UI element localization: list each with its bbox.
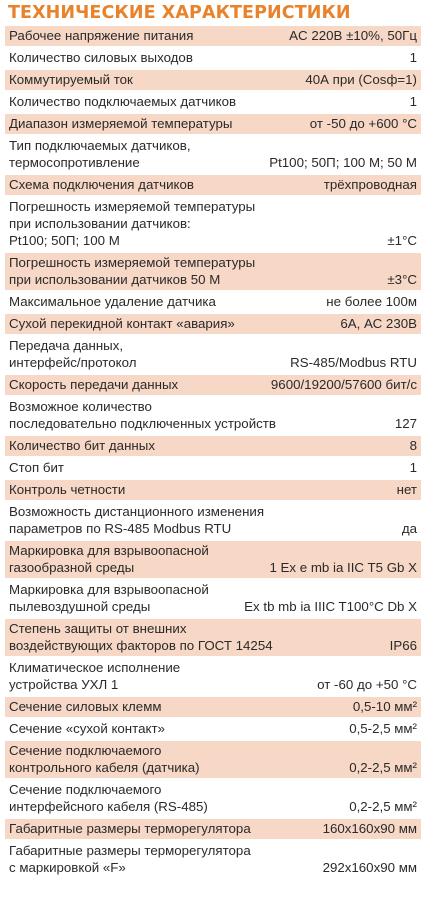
table-row <box>5 175 421 196</box>
spec-value: нет <box>396 482 417 497</box>
spec-value: 40А при (Cosф=1) <box>305 72 417 87</box>
spec-label: Количество силовых выходов <box>9 50 193 65</box>
spec-value: Pt100; 50П; 100 М; 50 М <box>269 155 417 170</box>
table-row <box>5 436 421 457</box>
spec-value: 1 Ex e mb ia IIC T5 Gb X <box>269 560 417 575</box>
table-row <box>5 658 421 696</box>
table-row <box>5 253 421 291</box>
spec-value: 0,2-2,5 мм² <box>349 799 417 814</box>
spec-value: 0,5-10 мм² <box>352 699 417 714</box>
spec-label: Габаритные размеры терморегулятора <box>9 821 251 836</box>
spec-value: ±3°С <box>387 272 417 287</box>
table-row <box>5 336 421 374</box>
spec-value: 1 <box>409 94 417 109</box>
table-row <box>5 314 421 335</box>
table-row <box>5 697 421 718</box>
spec-value: 1 <box>409 50 417 65</box>
table-row <box>5 541 421 579</box>
spec-label: Стоп бит <box>9 460 64 475</box>
table-row <box>5 480 421 501</box>
spec-value: 1 <box>409 460 417 475</box>
spec-value: 292х160х90 мм <box>322 860 417 875</box>
spec-table <box>5 26 421 880</box>
spec-value: не более 100м <box>326 294 417 309</box>
spec-label: Сечение подключаемого интерфейсного кабеля (RS-485) <box>9 782 208 814</box>
page-title: ТЕХНИЧЕСКИЕ ХАРАКТЕРИСТИКИ <box>8 3 351 23</box>
table-row <box>5 741 421 779</box>
table-row <box>5 70 421 91</box>
table-row <box>5 197 421 252</box>
spec-label: Маркировка для взрывоопасной пылевоздушной среды <box>9 582 209 614</box>
table-row <box>5 458 421 479</box>
table-row <box>5 502 421 540</box>
spec-value: 6А, АС 230В <box>340 316 417 331</box>
spec-label: Максимальное удаление датчика <box>9 294 216 309</box>
table-row <box>5 48 421 69</box>
spec-label: Контроль четности <box>9 482 126 497</box>
spec-label: Погрешность измеряемой температуры при использовании датчиков: Pt100; 50П; 100 М <box>9 199 256 248</box>
spec-value: IP66 <box>389 638 417 653</box>
spec-value: 9600/19200/57600 бит/с <box>270 377 417 392</box>
table-row <box>5 136 421 174</box>
spec-label: Количество подключаемых датчиков <box>9 94 237 109</box>
spec-label: Схема подключения датчиков <box>9 177 194 192</box>
spec-label: Степень защиты от внешних воздействующих факторов по ГОСТ 14254 <box>9 621 273 653</box>
spec-label: Погрешность измеряемой температуры при использовании датчиков 50 М <box>9 255 256 287</box>
spec-value: AC 220В ±10%, 50Гц <box>289 28 417 43</box>
table-row <box>5 375 421 396</box>
table-row <box>5 92 421 113</box>
spec-value: 8 <box>409 438 417 453</box>
table-row <box>5 819 421 840</box>
spec-label: Скорость передачи данных <box>9 377 179 392</box>
table-row <box>5 397 421 435</box>
spec-value: 0,5-2,5 мм² <box>349 721 417 736</box>
table-row <box>5 780 421 818</box>
spec-value: Ex tb mb ia IIIC T100°C Db X <box>244 599 417 614</box>
spec-label: Тип подключаемых датчиков, термосопротивление <box>9 138 191 170</box>
table-row <box>5 719 421 740</box>
spec-value: от -60 до +50 °С <box>317 677 417 692</box>
spec-label: Маркировка для взрывоопасной газообразной среды <box>9 543 209 575</box>
spec-value: 127 <box>394 416 417 431</box>
spec-value: 0,2-2,5 мм² <box>349 760 417 775</box>
table-row <box>5 292 421 313</box>
table-row <box>5 26 421 47</box>
spec-label: Возможное количество последовательно подключенных устройств <box>9 399 276 431</box>
spec-label: Рабочее напряжение питания <box>9 28 194 43</box>
spec-label: Возможность дистанционного изменения параметров по RS-485 Modbus RTU <box>9 504 265 536</box>
spec-value: трёхпроводная <box>323 177 417 192</box>
spec-value: 160х160х90 мм <box>322 821 417 836</box>
spec-value: от -50 до +600 °С <box>309 116 417 131</box>
spec-value: да <box>401 521 417 536</box>
spec-label: Количество бит данных <box>9 438 155 453</box>
table-row <box>5 619 421 657</box>
spec-label: Передача данных, интерфейс/протокол <box>9 338 137 370</box>
spec-label: Сечение подключаемого контрольного кабеля (датчика) <box>9 743 200 775</box>
table-row <box>5 114 421 135</box>
spec-label: Сечение «сухой контакт» <box>9 721 165 736</box>
spec-label: Климатическое исполнение устройства УХЛ 1 <box>9 660 181 692</box>
spec-label: Коммутируемый ток <box>9 72 133 87</box>
spec-value: ±1°С <box>387 233 417 248</box>
spec-label: Габаритные размеры терморегулятора с маркировкой «F» <box>9 843 251 875</box>
spec-label: Диапазон измеряемой температуры <box>9 116 233 131</box>
spec-value: RS-485/Modbus RTU <box>290 355 417 370</box>
spec-label: Сухой перекидной контакт «авария» <box>9 316 235 331</box>
table-row <box>5 841 421 879</box>
table-row <box>5 580 421 618</box>
spec-label: Сечение силовых клемм <box>9 699 162 714</box>
